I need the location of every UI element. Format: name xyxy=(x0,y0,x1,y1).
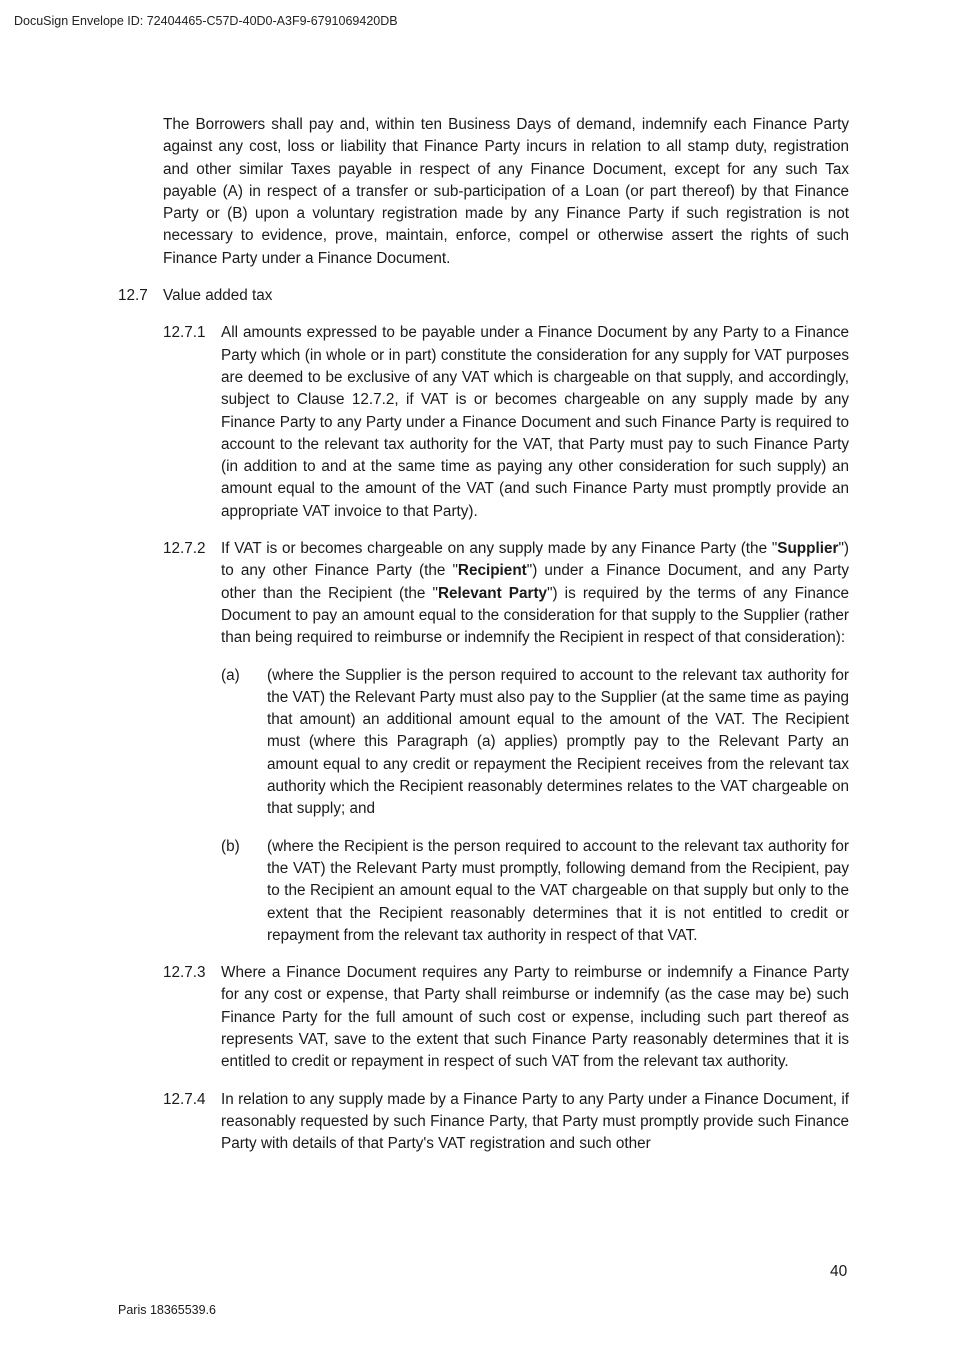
subclause-text xyxy=(221,538,849,649)
subclause-number: 12.7.3 xyxy=(163,964,206,982)
paragraph-text: (where the Supplier is the person required to account to the relevant tax authority for the VAT) the Relevant Party must also pay to the Supplier (at the same time as paying that amount) an additional amount equal to the amount of the VAT. The Recipient must (where this Paragraph (a) applies) promptly pay to the Relevant Party an amount equal to any credit or repayment the Recipient receives from the relevant tax authority which the Recipient reasonably determines relates to the VAT chargeable on that supply; and xyxy=(267,666,849,818)
clause-title: Value added tax xyxy=(163,287,273,305)
paragraph-label: (a) xyxy=(221,666,240,684)
defined-term-supplier: Supplier xyxy=(777,540,839,558)
subclause-text: Where a Finance Document requires any Party to reimburse or indemnify a Finance Party for any cost or expense, that Party shall reimburse or indemnify (as the case may be) such Finance Party for the full amount of such cost or expense, including such part thereof as represents VAT, save to the extent that such Finance Party reasonably determines that it is entitled to credit or repayment in respect of such VAT from the relevant tax authority. xyxy=(221,964,849,1071)
subclause-12-7-4 xyxy=(163,1089,849,1156)
subclause-number: 12.7.1 xyxy=(163,324,206,342)
subclause-text: In relation to any supply made by a Finance Party to any Party under a Finance Document, if reasonably requested by such Finance Party, that Party must promptly provide such Finance Party with details of that Party's VAT registration and such other xyxy=(221,1090,849,1153)
paragraph-text: (where the Recipient is the person required to account to the relevant tax authority for the VAT) the Relevant Party must promptly, following demand from the Recipient, pay to the Recipient an amount equal to the VAT chargeable on that supply but only to the extent that the Recipient reasonably determines that it is not entitled to credit or repayment from the relevant tax authority in respect of that VAT. xyxy=(267,837,849,944)
subclause-text: All amounts expressed to be payable under a Finance Document by any Party to a Finance Party which (in whole or in part) constitute the consideration for any supply for VAT purposes are deemed to be exclusive of any VAT which is chargeable on that supply, and accordingly, subject to Clause 12.7.2, if VAT is or becomes chargeable on any supply made by any Finance Party to any Party under a Finance Document and such Finance Party is required to account to the relevant tax authority for the VAT, that Party must pay to such Finance Party (in addition to and at the same time as paying any other consideration for such supply) an amount equal to the amount of the VAT (and such Finance Party must promptly provide an appropriate VAT invoice to that Party). xyxy=(221,324,849,520)
defined-term-relevant-party: Relevant Party xyxy=(437,584,548,602)
document-body xyxy=(118,114,849,1170)
intro-paragraph: The Borrowers shall pay and, within ten Business Days of demand, indemnify each Finance Party against any cost, loss or liability that Finance Party incurs in relation to all stamp duty, registration and other similar Taxes payable in respect of any Finance Document, except for any such Tax payable (A) in respect of a transfer or sub-participation of a Loan (or part thereof) by that Finance Party or (B) upon a voluntary registration made by any Finance Party if such registration is not necessary to evidence, prove, maintain, enforce, compel or otherwise assert the rights of such Finance Party under a Finance Document. xyxy=(163,116,849,267)
subclause-number: 12.7.4 xyxy=(163,1090,206,1108)
paragraph-label: (b) xyxy=(221,837,240,855)
subclause-12-7-3 xyxy=(163,962,849,1073)
document-reference: Paris 18365539.6 xyxy=(118,1303,216,1317)
subclause-number: 12.7.2 xyxy=(163,540,206,558)
docusign-envelope-id: DocuSign Envelope ID: 72404465-C57D-40D0-A3F9-6791069420DB xyxy=(14,14,398,28)
subclause-12-7-2 xyxy=(163,538,849,649)
text-fragment: ") to any other Finance Party (the " xyxy=(221,540,849,580)
clause-number: 12.7 xyxy=(118,287,148,305)
paragraph-b xyxy=(221,836,849,947)
subclause-12-7-1 xyxy=(163,322,849,523)
paragraph-a xyxy=(221,665,849,821)
clause-heading xyxy=(118,285,849,307)
text-fragment: If VAT is or becomes chargeable on any supply made by any Finance Party (the " xyxy=(221,540,778,558)
text-fragment: ") is required by the terms of any Finance Document to pay an amount equal to the consideration for that supply to the Supplier (rather than being required to reimburse or indemnify the Recipient in respect of that consideration): xyxy=(221,584,850,647)
text-fragment: ") under a Finance Document, and any Party other than the Recipient (the " xyxy=(221,562,850,602)
defined-term-recipient: Recipient xyxy=(457,562,527,580)
page-number: 40 xyxy=(830,1263,848,1280)
